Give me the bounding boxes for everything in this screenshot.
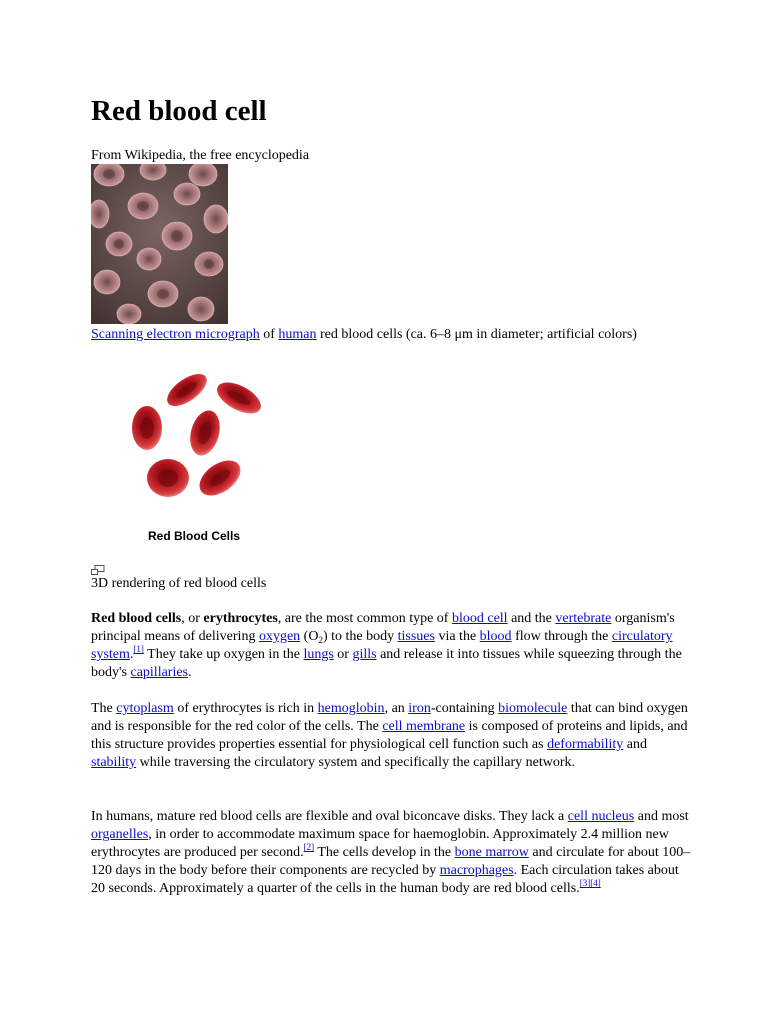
link-bone-marrow[interactable]: bone marrow: [454, 845, 529, 860]
link-lungs[interactable]: lungs: [303, 647, 334, 662]
text: -containing: [430, 701, 499, 716]
link-biomolecule[interactable]: biomolecule: [498, 701, 568, 716]
micrograph-graphic: [91, 164, 228, 324]
red-blood-cells-3d-rendering-image[interactable]: [119, 360, 309, 510]
rendering-graphic: [119, 360, 309, 510]
paragraph-humans: [91, 808, 691, 898]
reference-link[interactable]: [2]: [303, 842, 315, 852]
text: of erythrocytes is rich in: [173, 701, 318, 716]
text: (O: [300, 629, 319, 644]
text: via the: [434, 629, 480, 644]
text: .: [129, 647, 134, 662]
link-human[interactable]: human: [278, 327, 317, 342]
caption-text: red blood cells (ca. 6–8 μm in diameter; artificial colors): [316, 327, 637, 342]
text: , or: [181, 611, 204, 626]
link-tissues[interactable]: tissues: [397, 629, 435, 644]
link-circulatory-system[interactable]: circulatory system: [91, 629, 673, 662]
page-title: Red blood cell: [91, 95, 267, 127]
text: flow through the: [511, 629, 612, 644]
link-cell-membrane[interactable]: cell membrane: [382, 719, 466, 734]
link-blood-cell[interactable]: blood cell: [451, 611, 508, 626]
text: and most: [634, 809, 689, 824]
text: organism's principal means of delivering: [91, 611, 675, 644]
text: and circulate for about 100–120 days in the body before their components are recycled by: [91, 845, 691, 878]
link-cytoplasm[interactable]: cytoplasm: [116, 701, 174, 716]
link-cell-nucleus[interactable]: cell nucleus: [567, 809, 635, 824]
enlarge-icon[interactable]: [91, 563, 105, 574]
text: and the: [507, 611, 556, 626]
micrograph-caption: [91, 326, 637, 343]
text: and release it into tissues while squeezing through the body's: [91, 647, 682, 680]
bold-term: erythrocytes: [203, 611, 278, 626]
text: that can bind oxygen and is responsible for the red color of the cells. The: [91, 701, 688, 734]
link-scanning-electron-micrograph[interactable]: Scanning electron micrograph: [91, 327, 260, 342]
text: In humans, mature red blood cells are flexible and oval biconcave disks. They lack a: [91, 809, 568, 824]
link-iron[interactable]: iron: [408, 701, 431, 716]
text: , an: [384, 701, 409, 716]
text: and: [623, 737, 647, 752]
reference-link[interactable]: [3][4]: [579, 878, 601, 888]
paragraph-intro: [91, 610, 691, 682]
link-blood[interactable]: blood: [479, 629, 512, 644]
link-oxygen[interactable]: oxygen: [258, 629, 301, 644]
link-capillaries[interactable]: capillaries: [130, 665, 189, 680]
page-subtitle: From Wikipedia, the free encyclopedia: [91, 148, 310, 163]
text: They take up oxygen in the: [143, 647, 304, 662]
text: , in order to accommodate maximum space for haemoglobin. Approximately 2.4 million new erythrocytes are produced per second.: [91, 827, 669, 860]
text: ) to the body: [322, 629, 398, 644]
text: . Each circulation takes about 20 seconds. Approximately a quarter of the cells in the human body are red blood cells.: [91, 863, 679, 896]
rendering-caption: 3D rendering of red blood cells: [91, 576, 267, 591]
paragraph-cytoplasm: [91, 700, 691, 772]
link-organelles[interactable]: organelles: [91, 827, 149, 842]
link-hemoglobin[interactable]: hemoglobin: [317, 701, 385, 716]
caption-text: of: [259, 327, 279, 342]
text: .: [188, 665, 192, 680]
text: The cells develop in the: [314, 845, 455, 860]
bold-term: Red blood cells: [91, 611, 182, 626]
link-deformability[interactable]: deformability: [547, 737, 624, 752]
link-vertebrate[interactable]: vertebrate: [555, 611, 612, 626]
reference-link[interactable]: [1]: [133, 644, 144, 654]
subscript: 2: [318, 635, 323, 645]
rendering-label: Red Blood Cells: [148, 529, 241, 543]
text: , are the most common type of: [277, 611, 452, 626]
text: The: [91, 701, 117, 716]
link-gills[interactable]: gills: [352, 647, 377, 662]
text: or: [333, 647, 353, 662]
text: is composed of proteins and lipids, and this structure provides properties essential for physiological cell function such as: [91, 719, 688, 752]
text: while traversing the circulatory system and specifically the capillary network.: [136, 755, 576, 770]
link-macrophages[interactable]: macrophages: [439, 863, 514, 878]
link-stability[interactable]: stability: [91, 755, 137, 770]
scanning-electron-micrograph-image[interactable]: [91, 164, 228, 324]
